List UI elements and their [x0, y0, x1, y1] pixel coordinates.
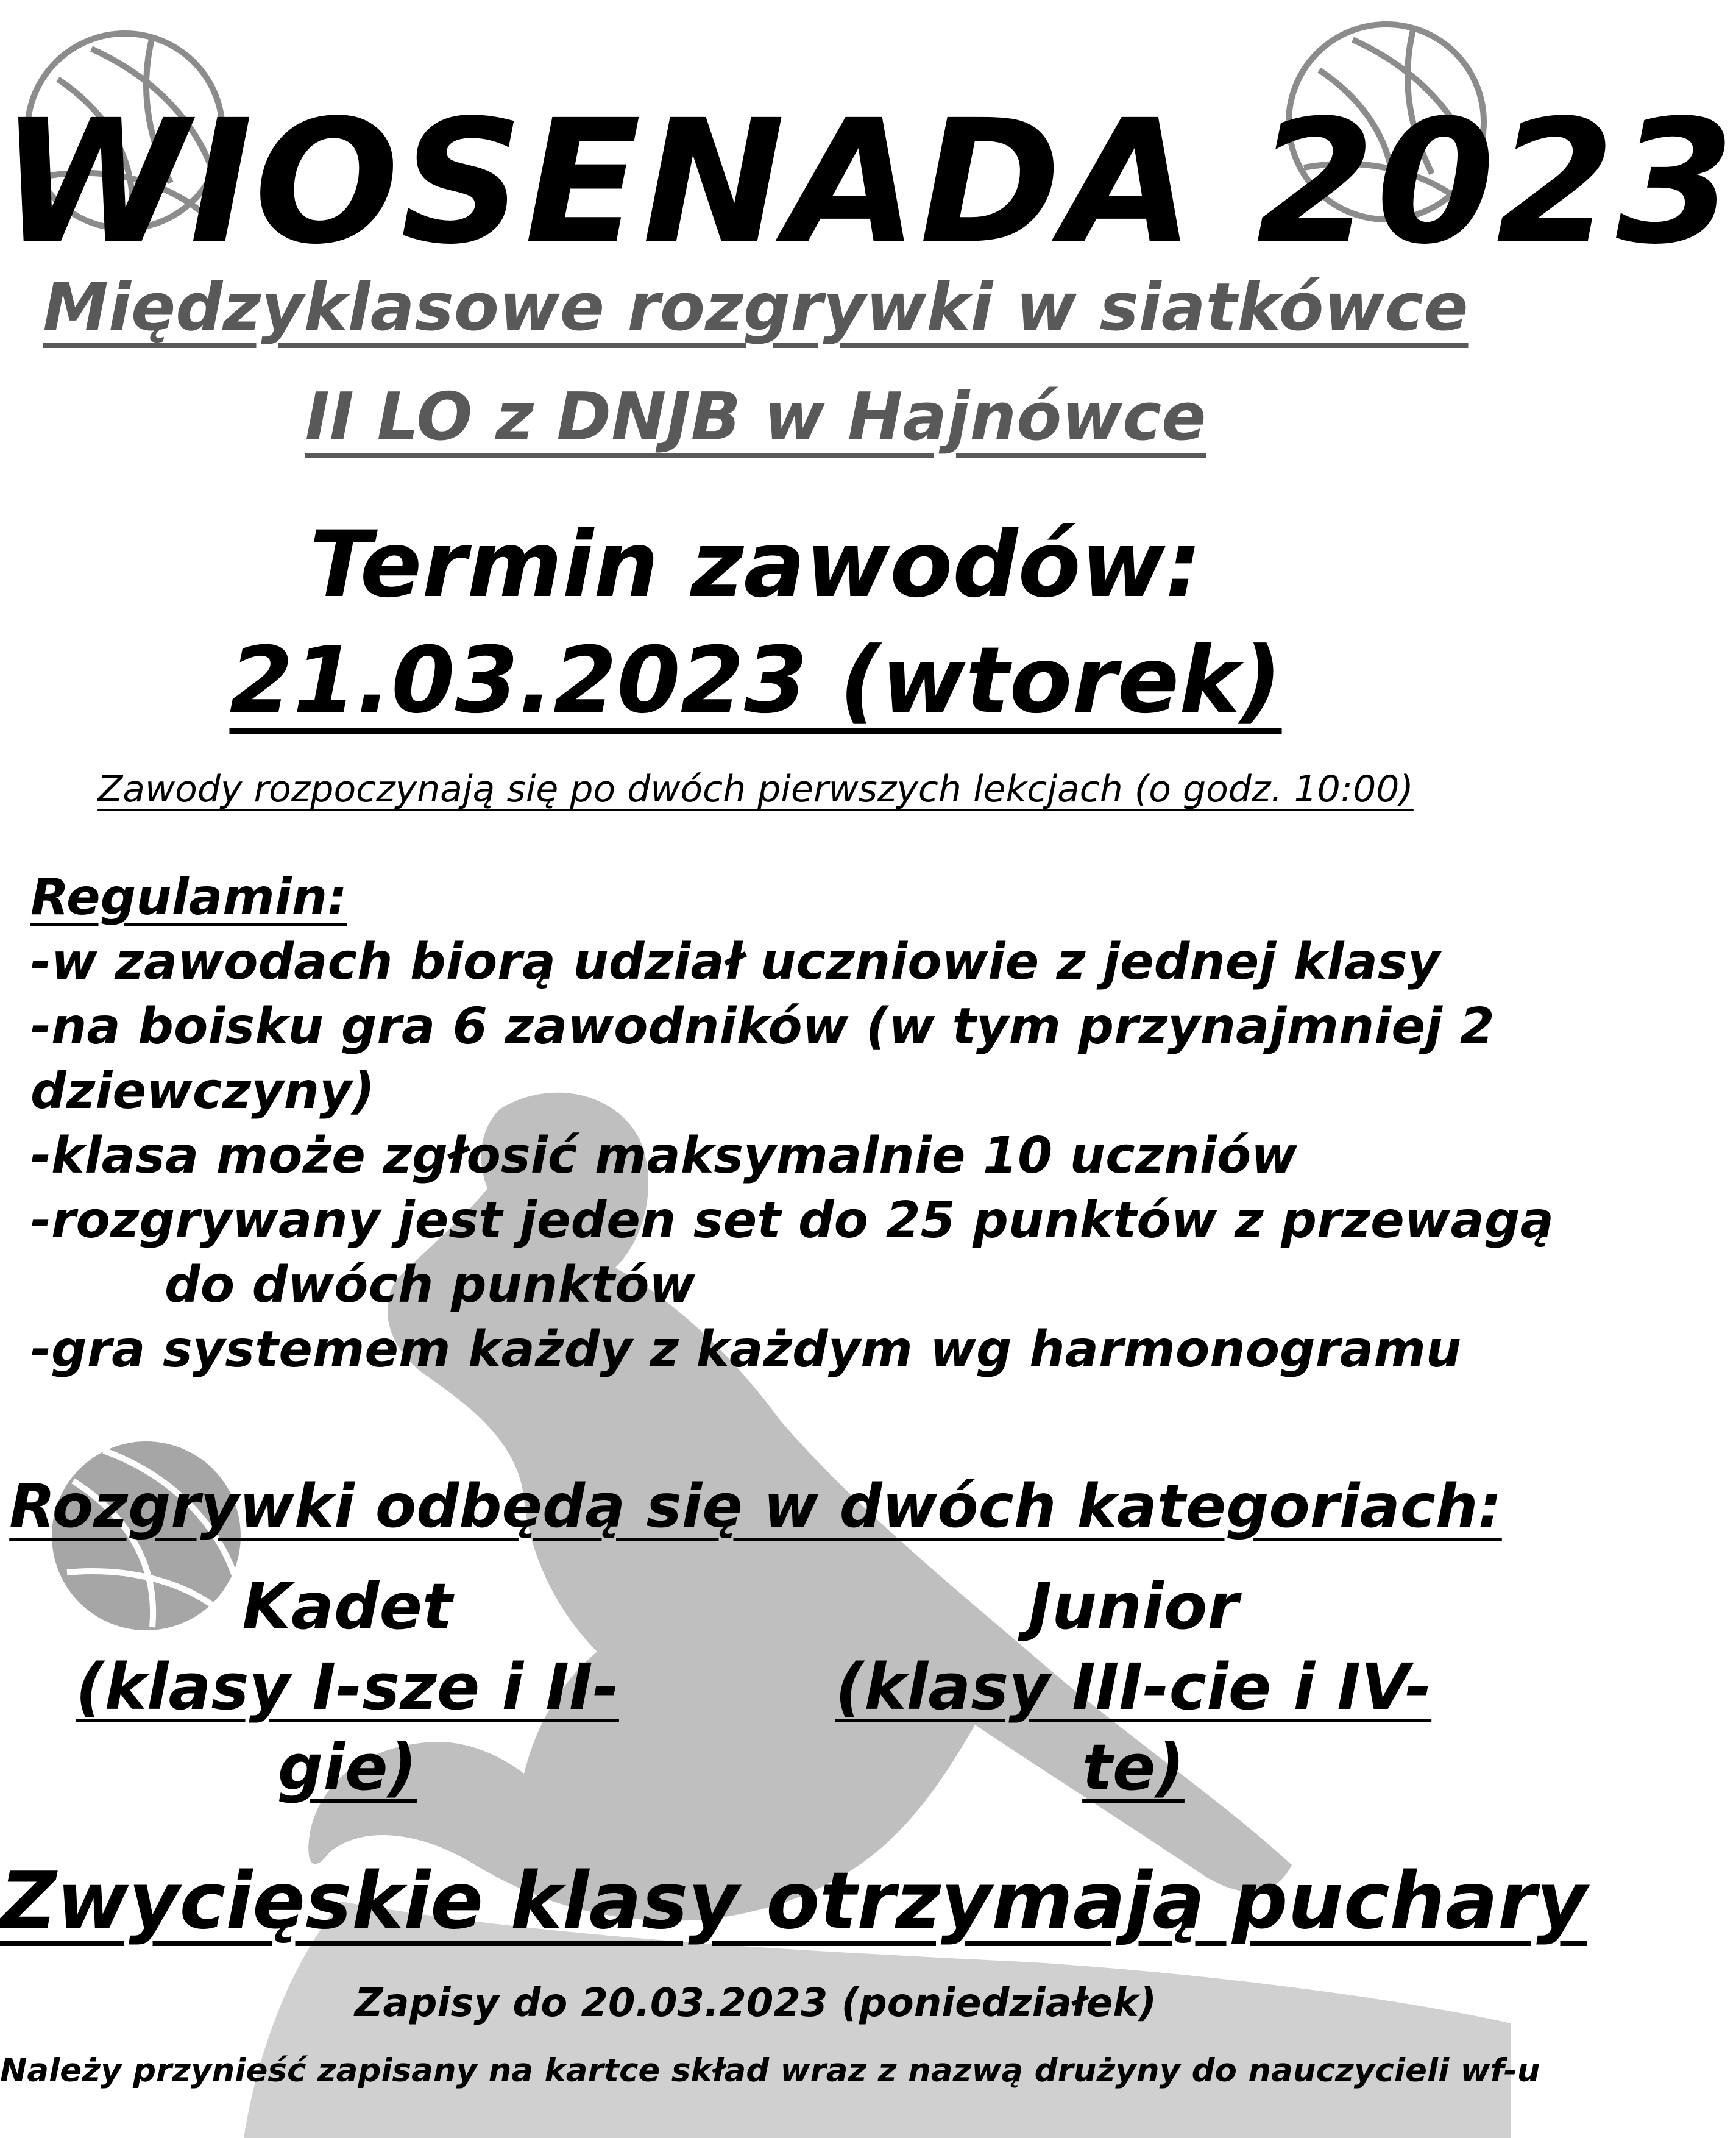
categories-heading: Rozgrywki odbędą się w dwóch kategoriach:	[9, 1472, 1502, 1541]
rule-line: -klasa może zgłosić maksymalnie 10 uczniów	[30, 1127, 1297, 1185]
category-description: (klasy I-sze i II-gie)	[76, 1650, 619, 1805]
category-kadet	[12, 1566, 682, 1808]
rule-line: -w zawodach biorą udział uczniowie z jednej klasy	[30, 933, 1440, 991]
rule-line: -gra systemem każdy z każdym wg harmonogramu	[30, 1321, 1462, 1379]
category-name: Junior	[1028, 1569, 1239, 1644]
category-junior	[798, 1566, 1469, 1808]
signup-deadline: Zapisy do 20.03.2023 (poniedziałek)	[355, 1981, 1157, 2026]
school-name: II LO z DNJB w Hajnówce	[305, 379, 1206, 455]
rule-line: -rozgrywany jest jeden set do 25 punktów z przewagą	[30, 1192, 1554, 1249]
rule-line: do dwóch punktów	[165, 1256, 696, 1314]
team-list-note: Należy przynieść zapisany na kartce skład wraz z nazwą drużyny do nauczycieli wf-u	[0, 2052, 1540, 2089]
start-time-note: Zawody rozpoczynają się po dwóch pierwszych lekcjach (o godz. 10:00)	[97, 768, 1414, 811]
rules-heading: Regulamin:	[30, 868, 347, 926]
trophy-announcement: Zwycięskie klasy otrzymają puchary	[0, 1856, 1587, 1947]
event-date: 21.03.2023 (wtorek)	[229, 628, 1282, 734]
event-date-label: Termin zawodów:	[309, 512, 1202, 618]
rules-section	[30, 865, 1554, 1382]
rule-line: -na boisku gra 6 zawodników (w tym przynajmniej 2	[30, 998, 1495, 1056]
poster-subtitle: Międzyklasowe rozgrywki w siatkówce	[43, 269, 1469, 346]
poster-title: WIOSENADA 2023	[0, 83, 1736, 282]
rule-line: dziewczyny)	[30, 1062, 375, 1120]
category-description: (klasy III-cie i IV-te)	[835, 1650, 1432, 1805]
category-name: Kadet	[242, 1569, 453, 1644]
